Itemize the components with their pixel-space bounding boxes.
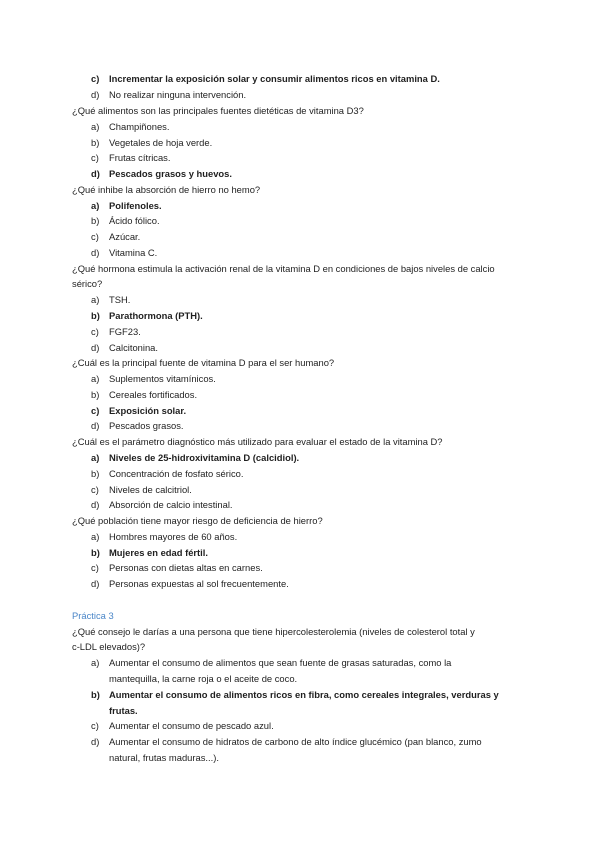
option-text-correct: Parathormona (PTH).: [109, 310, 203, 321]
option-text: Aumentar el consumo de alimentos que sean fuente de grasas saturadas, como la: [109, 657, 452, 668]
option-text: Personas con dietas altas en carnes.: [109, 562, 263, 573]
option-label: b): [91, 389, 100, 400]
option-text: No realizar ninguna intervención.: [109, 89, 247, 100]
option-text: Azúcar.: [109, 231, 141, 242]
option-label: c): [91, 152, 99, 163]
option-text-correct: Aumentar el consumo de alimentos ricos en fibra, como cereales integrales, verduras y: [109, 689, 499, 700]
option-label: c): [91, 326, 99, 337]
option-label: a): [91, 294, 100, 305]
option-label: a): [91, 657, 100, 668]
option-text: Champiñones.: [109, 121, 170, 132]
option-text-correct: Niveles de 25-hidroxivitamina D (calcidiol).: [109, 452, 300, 463]
option-label: c): [91, 231, 99, 242]
option-text: Frutas cítricas.: [109, 152, 171, 163]
option-text-correct: Pescados grasos y huevos.: [109, 168, 232, 179]
option-label: d): [91, 89, 100, 100]
option-label: a): [91, 452, 100, 463]
option-text: TSH.: [109, 294, 131, 305]
option-label: c): [91, 562, 99, 573]
option-text-correct: Mujeres en edad fértil.: [109, 547, 208, 558]
option-label: d): [91, 499, 100, 510]
option-label: b): [91, 215, 100, 226]
option-text-continued: natural, frutas maduras...).: [109, 752, 219, 763]
option-text: Hombres mayores de 60 años.: [109, 531, 238, 542]
option-label: d): [91, 420, 100, 431]
option-text: Aumentar el consumo de hidratos de carbono de alto índice glucémico (pan blanco, zumo: [109, 736, 482, 747]
option-label: b): [91, 137, 100, 148]
option-text-continued: mantequilla, la carne roja o el aceite de coco.: [109, 673, 298, 684]
option-text: Personas expuestas al sol frecuentemente.: [109, 578, 289, 589]
section-heading: Práctica 3: [72, 610, 114, 621]
question-text-continued: c-LDL elevados)?: [72, 641, 146, 652]
option-text-correct: Polifenoles.: [109, 200, 162, 211]
question-text-continued: sérico?: [72, 278, 103, 289]
option-text: Concentración de fosfato sérico.: [109, 468, 244, 479]
option-text: Pescados grasos.: [109, 420, 184, 431]
option-text: Vitamina C.: [109, 247, 158, 258]
option-label: d): [91, 168, 100, 179]
option-text: Aumentar el consumo de pescado azul.: [109, 720, 274, 731]
option-text: FGF23.: [109, 326, 141, 337]
option-label: c): [91, 405, 100, 416]
option-text: Vegetales de hoja verde.: [109, 137, 213, 148]
option-label: c): [91, 484, 99, 495]
option-label: a): [91, 531, 100, 542]
question-text: ¿Cuál es la principal fuente de vitamina D para el ser humano?: [72, 357, 335, 368]
question-text: ¿Qué alimentos son las principales fuentes dietéticas de vitamina D3?: [72, 105, 364, 116]
option-label: a): [91, 121, 100, 132]
option-label: d): [91, 578, 100, 589]
option-text: Cereales fortificados.: [109, 389, 198, 400]
option-label: a): [91, 200, 100, 211]
question-text: ¿Qué hormona estimula la activación renal de la vitamina D en condiciones de bajos niveles de calcio: [72, 263, 495, 274]
option-label: c): [91, 73, 100, 84]
option-text-continued: frutas.: [109, 705, 138, 716]
question-text: ¿Qué inhibe la absorción de hierro no hemo?: [72, 184, 261, 195]
question-text: ¿Cuál es el parámetro diagnóstico más utilizado para evaluar el estado de la vitamina D?: [72, 436, 443, 447]
option-text-correct: Exposición solar.: [109, 405, 187, 416]
option-text: Absorción de calcio intestinal.: [109, 499, 233, 510]
option-text: Ácido fólico.: [109, 215, 160, 226]
option-label: a): [91, 373, 100, 384]
question-text: ¿Qué población tiene mayor riesgo de deficiencia de hierro?: [72, 515, 323, 526]
option-text-correct: Incrementar la exposición solar y consumir alimentos ricos en vitamina D.: [109, 73, 440, 84]
option-text: Calcitonina.: [109, 342, 158, 353]
option-label: b): [91, 310, 100, 321]
option-label: d): [91, 247, 100, 258]
option-label: d): [91, 342, 100, 353]
option-label: b): [91, 689, 100, 700]
option-label: b): [91, 468, 100, 479]
question-text: ¿Qué consejo le darías a una persona que tiene hipercolesterolemia (niveles de colesterol total y: [72, 626, 475, 637]
option-text: Suplementos vitamínicos.: [109, 373, 216, 384]
option-label: b): [91, 547, 100, 558]
option-label: c): [91, 720, 99, 731]
option-text: Niveles de calcitriol.: [109, 484, 192, 495]
option-label: d): [91, 736, 100, 747]
